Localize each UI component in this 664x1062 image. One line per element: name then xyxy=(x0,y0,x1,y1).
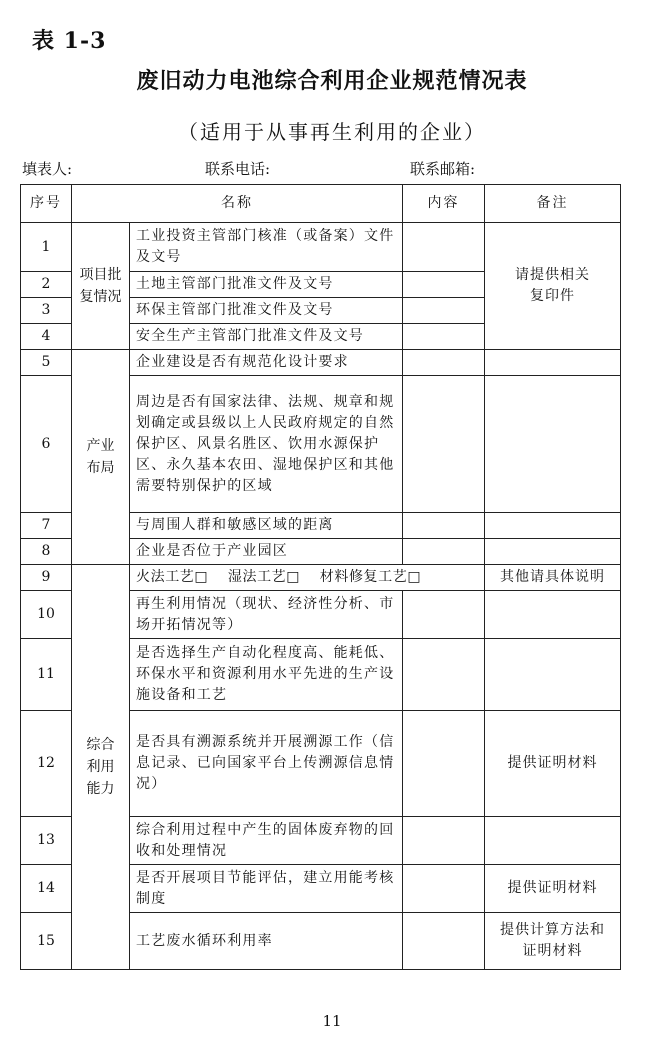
row-number: 14 xyxy=(21,865,72,913)
row-number: 1 xyxy=(21,223,72,272)
row-number: 11 xyxy=(21,639,72,711)
row-number: 8 xyxy=(21,539,72,565)
row-name: 企业是否位于产业园区 xyxy=(130,539,403,565)
row-content-cell[interactable] xyxy=(403,711,485,817)
table-row xyxy=(21,350,621,376)
filler-field-label: 填表人: xyxy=(22,160,73,178)
row-content-cell[interactable] xyxy=(403,539,485,565)
row-number: 7 xyxy=(21,513,72,539)
email-field-label: 联系邮箱: xyxy=(410,160,476,178)
row-number: 3 xyxy=(21,298,72,324)
category-approval xyxy=(72,223,130,350)
row-note-cell xyxy=(485,539,621,565)
row-content-cell[interactable] xyxy=(403,223,485,272)
row-note-cell xyxy=(485,639,621,711)
row-content-cell[interactable] xyxy=(403,376,485,513)
row-content-cell[interactable] xyxy=(403,865,485,913)
table-row xyxy=(21,565,621,591)
page-label: 表 1-3 xyxy=(32,28,107,54)
note-approval xyxy=(485,223,621,350)
row-number: 4 xyxy=(21,324,72,350)
table-header-row xyxy=(21,185,621,223)
row-name: 土地主管部门批准文件及文号 xyxy=(130,272,403,298)
row-name: 是否具有溯源系统并开展溯源工作（信息记录、已向国家平台上传溯源信息情况） xyxy=(130,711,403,817)
header-name: 名称 xyxy=(72,185,403,223)
category-approval-label: 项目批复情况 xyxy=(79,267,122,305)
note-row15 xyxy=(485,913,621,970)
row-number: 5 xyxy=(21,350,72,376)
row-name: 是否开展项目节能评估，建立用能考核制度 xyxy=(130,865,403,913)
row-name: 工业投资主管部门核准（或备案）文件及文号 xyxy=(130,223,403,272)
row-name: 火法工艺□ 湿法工艺□ 材料修复工艺□ xyxy=(130,565,485,591)
row-content-cell[interactable] xyxy=(403,324,485,350)
spec-table xyxy=(20,184,621,970)
row-note-cell xyxy=(485,591,621,639)
row-note-cell xyxy=(485,376,621,513)
row-content-cell[interactable] xyxy=(403,298,485,324)
row-number: 13 xyxy=(21,817,72,865)
row-name: 安全生产主管部门批准文件及文号 xyxy=(130,324,403,350)
row-number: 10 xyxy=(21,591,72,639)
row-name: 工艺废水循环利用率 xyxy=(130,913,403,970)
category-layout xyxy=(72,350,130,565)
category-layout-label: 产业布局 xyxy=(86,438,115,476)
row-name: 环保主管部门批准文件及文号 xyxy=(130,298,403,324)
row-name: 是否选择生产自动化程度高、能耗低、环保水平和资源利用水平先进的生产设施设备和工艺 xyxy=(130,639,403,711)
note-row14: 提供证明材料 xyxy=(485,865,621,913)
row-number: 9 xyxy=(21,565,72,591)
category-capacity-label: 综合利用能力 xyxy=(86,737,115,797)
row-note-cell xyxy=(485,817,621,865)
note-row15-label: 提供计算方法和证明材料 xyxy=(499,922,605,959)
row-content-cell[interactable] xyxy=(403,639,485,711)
row-name: 再生利用情况（现状、经济性分析、市场开拓情况等） xyxy=(130,591,403,639)
row-content-cell[interactable] xyxy=(403,913,485,970)
row-name: 周边是否有国家法律、法规、规章和规划确定或县级以上人民政府规定的自然保护区、风景名胜区、饮用水源保护区、永久基本农田、湿地保护区和其他需要特别保护的区域 xyxy=(130,376,403,513)
row-number: 12 xyxy=(21,711,72,817)
header-no: 序号 xyxy=(21,185,72,223)
row-name: 企业建设是否有规范化设计要求 xyxy=(130,350,403,376)
row-note-cell xyxy=(485,350,621,376)
row-content-cell[interactable] xyxy=(403,591,485,639)
row-name: 综合利用过程中产生的固体废弃物的回收和处理情况 xyxy=(130,817,403,865)
row-name: 与周围人群和敏感区域的距离 xyxy=(130,513,403,539)
page-title: 废旧动力电池综合利用企业规范情况表 xyxy=(136,68,528,94)
row-content-cell[interactable] xyxy=(403,817,485,865)
note-row9: 其他请具体说明 xyxy=(485,565,621,591)
table-row xyxy=(21,223,621,272)
header-note: 备注 xyxy=(485,185,621,223)
row-note-cell xyxy=(485,513,621,539)
header-content: 内容 xyxy=(403,185,485,223)
note-approval-label: 请提供相关复印件 xyxy=(515,267,590,304)
row-content-cell[interactable] xyxy=(403,513,485,539)
phone-field-label: 联系电话: xyxy=(205,160,271,178)
category-capacity xyxy=(72,565,130,970)
row-content-cell[interactable] xyxy=(403,272,485,298)
note-row12: 提供证明材料 xyxy=(485,711,621,817)
row-content-cell[interactable] xyxy=(403,350,485,376)
page-subtitle: （适用于从事再生利用的企业） xyxy=(178,120,486,144)
row-number: 6 xyxy=(21,376,72,513)
row-number: 2 xyxy=(21,272,72,298)
row-number: 15 xyxy=(21,913,72,970)
page-number: 11 xyxy=(322,1012,342,1030)
